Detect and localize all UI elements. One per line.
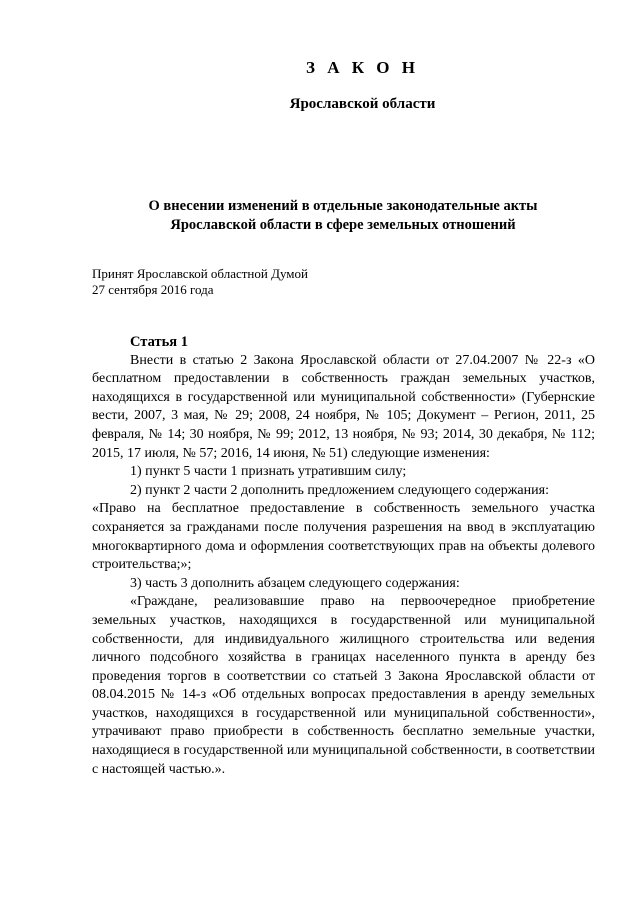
law-title: З А К О Н [305, 58, 420, 77]
adoption-date: 27 сентября 2016 года [92, 282, 214, 297]
article-item-2-text: «Право на бесплатное предоставление в собственность земельного участка сохраняется за гражданами после получения разрешения на ввод в эксплуатацию многоквартирного дома и оформления соответствующих прав на объекты долевого строительства;»; [92, 501, 595, 573]
article-intro: Внести в статью 2 Закона Ярославской области от 27.04.2007 № 22-з «О бесплатном предоставлении в собственность граждан земельных участков, находящихся в государственной или муниципальной собственности» (Губернские вести, 2007, 3 мая, № 29; 2008, 24 ноября, № 105; Документ – Регион, 2011, 25 февраля, № 14; 30 ноября, № 99; 2012, 13 ноября, № 93; 2014, 30 декабря, № 112; 2015, 17 июля, № 57; 2016, 14 июня, № 51) следующие изменения: [92, 352, 595, 461]
adoption-body: Принят Ярославской областной Думой [92, 266, 308, 281]
adoption-note [92, 266, 308, 298]
law-subject-line: Ярославской области в сфере земельных отношений [170, 217, 516, 233]
article-item-3-text: «Граждане, реализовавшие право на первоочередное приобретение земельных участков, находящихся в государственной или муниципальной собственности, для индивидуального жилищного строительства или ведения личного подсобного хозяйства в границах населенного пункта в аренду без проведения торгов в соответствии со статьей 3 Закона Ярославской области от 08.04.2015 № 14-з «Об отдельных вопросах предоставления в аренду земельных участков, находящихся в государственной или муниципальной собственности», утрачивают право приобрести в собственность бесплатно земельные участки, находящиеся в государственной или муниципальной собственности, в соответствии с настоящей частью.». [92, 594, 595, 777]
article-item-2: 2) пункт 2 части 2 дополнить предложением следующего содержания: [130, 482, 549, 498]
law-subject-line: О внесении изменений в отдельные законодательные акты [148, 198, 538, 214]
article-item-1: 1) пункт 5 части 1 признать утратившим силу; [130, 464, 407, 480]
article-item-3: 3) часть 3 дополнить абзацем следующего содержания: [130, 575, 460, 591]
article-1 [92, 333, 595, 779]
law-region: Ярославской области [289, 96, 436, 112]
law-subject [92, 197, 594, 235]
article-heading: Статья 1 [130, 334, 188, 350]
